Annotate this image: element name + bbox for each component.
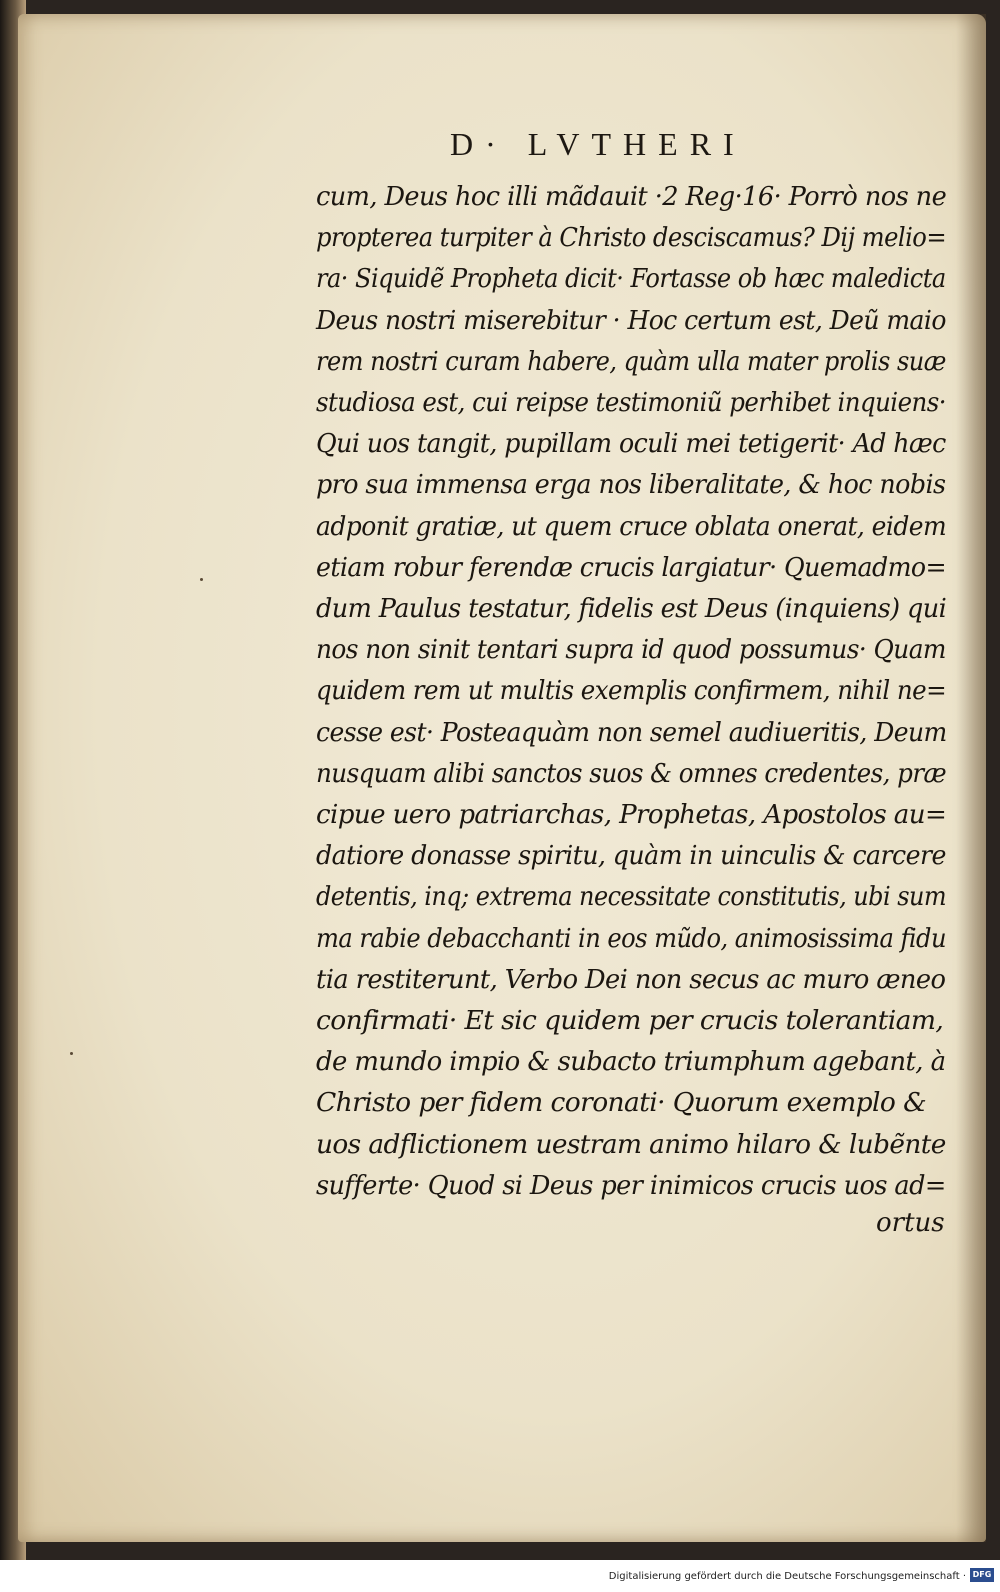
text-line: cesse est· Posteaquàm non semel audiueritis, Deum	[316, 716, 947, 748]
running-head: D· LVTHERI	[450, 126, 746, 162]
dfg-logo: DFG	[970, 1568, 994, 1582]
text-line: sufferte· Quod si Deus per inimicos crucis uos ad=	[316, 1169, 946, 1201]
text-line: propterea turpiter à Christo desciscamus? Dij melio=	[316, 222, 947, 254]
text-line: cipue uero patriarchas, Prophetas, Apostolos au=	[316, 799, 947, 831]
text-line: uos adflictionem uestram animo hilaro & lubẽnte	[316, 1128, 946, 1160]
text-line: Christo per fidem coronati· Quorum exemplo &	[316, 1087, 927, 1119]
text-line: rem nostri curam habere, quàm ulla mater prolis suæ	[316, 345, 946, 377]
text-line: dum Paulus testatur, fidelis est Deus (inquiens) qui	[316, 593, 947, 625]
text-line: datiore donasse spiritu, quàm in uinculis & carcere	[316, 840, 946, 872]
text-line: detentis, inq; extrema necessitate constitutis, ubi sum	[316, 881, 947, 913]
catchword: ortus	[876, 1208, 945, 1238]
text-line: quidem rem ut multis exemplis confirmem, nihil ne=	[316, 675, 947, 707]
text-line: cum, Deus hoc illi mãdauit ·2 Reg·16· Porrò nos ne	[316, 181, 947, 212]
text-line: etiam robur ferendæ crucis largiatur· Quemadmo=	[316, 551, 947, 583]
page-gutter-shadow	[956, 14, 986, 1542]
text-line: Qui uos tangit, pupillam oculi mei tetigerit· Ad hæc	[316, 428, 946, 460]
text-line: ra· Siquidẽ Propheta dicit· Fortasse ob hæc maledicta	[316, 263, 946, 295]
paper-speck	[200, 578, 203, 581]
text-line: nos non sinit tentari supra id quod possumus· Quam	[316, 634, 946, 666]
text-line: nusquam alibi sanctos suos & omnes credentes, præ	[316, 757, 947, 789]
text-line: ma rabie debacchanti in eos mũdo, animosissima fidu	[316, 922, 946, 954]
text-line: de mundo impio & subacto triumphum agebant, à	[316, 1046, 946, 1078]
text-line: tia restiterunt, Verbo Dei non secus ac muro æneo	[316, 963, 946, 995]
paper-speck	[70, 1052, 73, 1055]
text-line: confirmati· Et sic quidem per crucis tolerantiam,	[316, 1005, 944, 1037]
text-line: pro sua immensa erga nos liberalitate, & hoc nobis	[316, 469, 946, 501]
text-line: Deus nostri miserebitur · Hoc certum est, Deũ maio	[316, 304, 946, 336]
funding-credit: Digitalisierung gefördert durch die Deutsche Forschungsgemeinschaft ·	[608, 1571, 966, 1582]
text-line: adponit gratiæ, ut quem cruce oblata onerat, eidem	[316, 510, 947, 542]
text-line: studiosa est, cui reipse testimoniũ perhibet inquiens·	[316, 387, 946, 419]
body-text	[316, 176, 946, 1206]
